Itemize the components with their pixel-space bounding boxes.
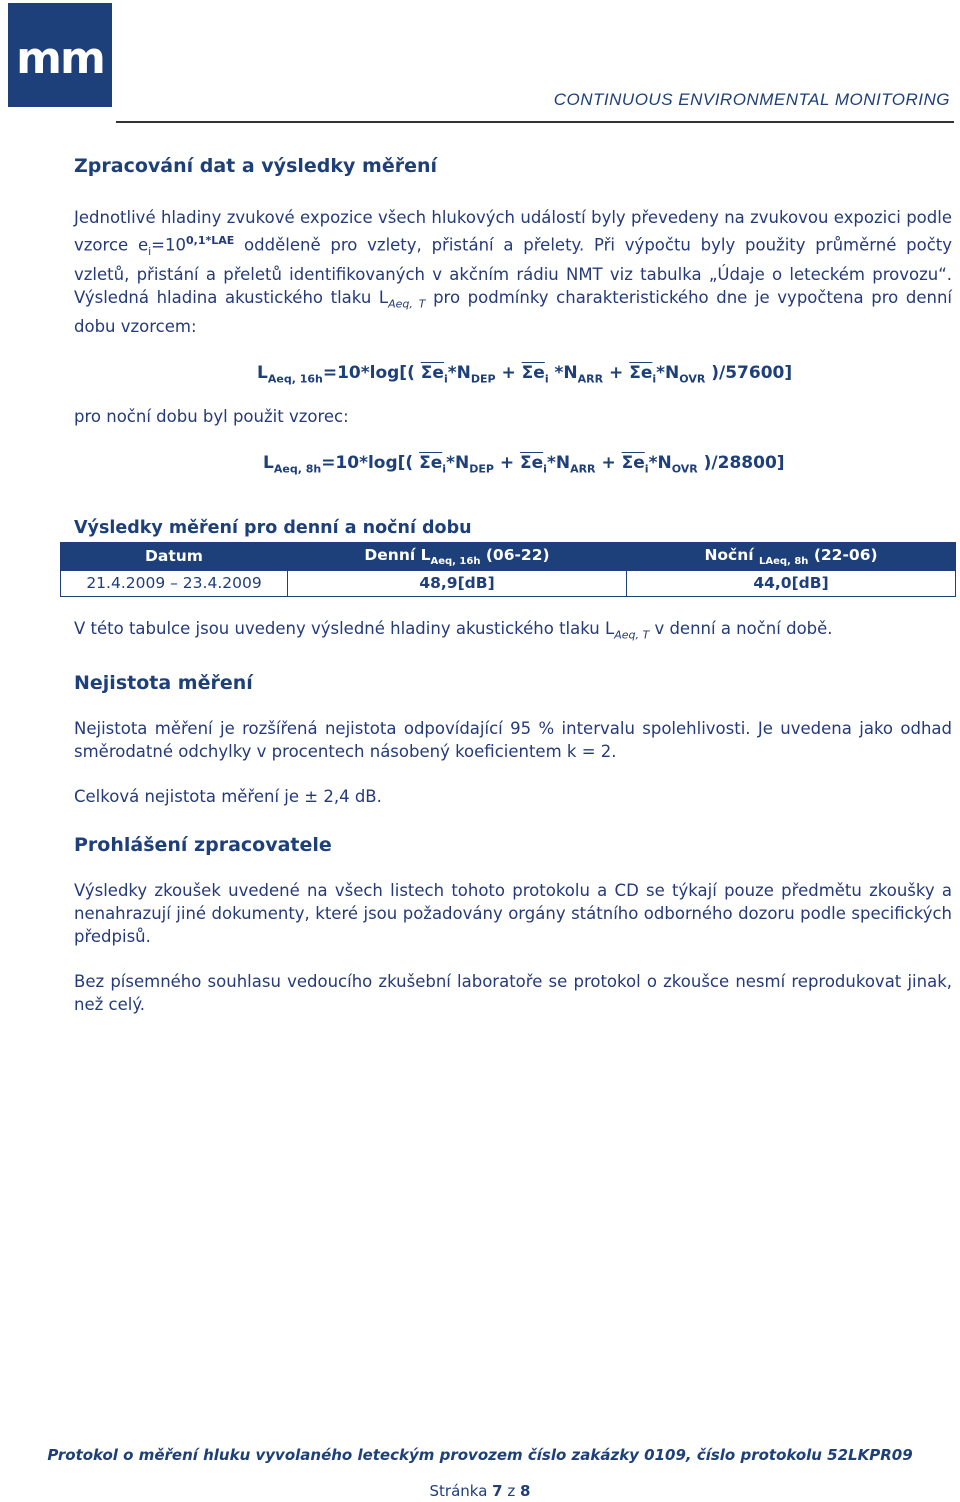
formula-sub: DEP — [469, 462, 494, 476]
text-segment: Jednotlivé hladiny zvukové expozice všech hlukových událostí byly převedeny na zvukovou expozici podle vzorce e — [74, 208, 952, 255]
declaration-paragraph-1: Výsledky zkoušek uvedené na všech listech tohoto protokolu a CD se týkají pouze předmětu zkoušky a nenahrazují jiné dokumenty, které jsou požadovány orgány státního odborného dozoru podle specifických předpisů. — [74, 881, 952, 947]
formula-sub: i — [544, 372, 549, 386]
header-title: CONTINUOUS ENVIRONMENTAL MONITORING — [553, 90, 950, 109]
cell-date: 21.4.2009 – 23.4.2009 — [61, 570, 288, 596]
results-heading: Výsledky měření pro denní a noční dobu — [74, 517, 472, 538]
formula-sub: DEP — [470, 372, 496, 386]
formula-part: L — [263, 453, 274, 474]
formula-sub: i — [652, 372, 657, 386]
formula-sub: OVR — [671, 462, 698, 476]
formula-part: *N — [656, 363, 680, 384]
col-header-day — [288, 542, 627, 570]
formula-part: + — [603, 363, 630, 384]
company-logo — [8, 3, 112, 107]
page-total: 8 — [520, 1482, 531, 1500]
formula-sub: Aeq, 16h — [267, 372, 323, 386]
formula-sum: $\overline{\Sigma e}$ — [521, 363, 545, 384]
formula-part: )/57600] — [705, 363, 793, 384]
subscript: Aeq, T — [614, 628, 650, 642]
footer-protocol: Protokol o měření hluku vyvolaného leteckým provozem číslo zakázky 0109, číslo protokolu 52LKPR09 — [47, 1446, 913, 1464]
subscript: i — [148, 244, 152, 258]
formula-sub: i — [442, 462, 447, 476]
header-text: (06-22) — [480, 545, 550, 564]
formula-sum: $\overline{\Sigma e}$ — [520, 453, 544, 474]
header-text: Denní L — [364, 545, 431, 564]
formula-part: + — [495, 363, 522, 384]
formula-part: *N — [648, 453, 672, 474]
formula-sub: ARR — [570, 462, 596, 476]
formula-part: *N — [546, 453, 571, 474]
formula-part: *N — [447, 363, 471, 384]
formula-part: + — [595, 453, 622, 474]
col-header-date: Datum — [61, 542, 288, 570]
superscript: 0,1*LAE — [186, 234, 235, 247]
formula-sum: $\overline{\Sigma e}$ — [629, 363, 653, 384]
cell-day-value: 48,9[dB] — [288, 570, 627, 596]
formula-sub: ARR — [577, 372, 604, 386]
table-row — [61, 570, 956, 596]
declaration-heading: Prohlášení zpracovatele — [74, 834, 332, 857]
col-header-night — [627, 542, 956, 570]
subscript: Aeq, T — [388, 297, 426, 311]
header-text: (22-06) — [808, 545, 878, 564]
section-heading-processing: Zpracování dat a výsledky měření — [74, 155, 437, 177]
page-number — [0, 1482, 960, 1500]
text-segment: v denní a noční době. — [649, 618, 833, 638]
page-content — [74, 155, 952, 1016]
page-sep: z — [502, 1482, 521, 1500]
uncertainty-paragraph: Nejistota měření je rozšířená nejistota odpovídající 95 % intervalu spolehlivosti. Je uvedena jako odhad směrodatné odchylky v procentech násobený koeficientem k = 2. — [74, 719, 952, 762]
formula-sub: i — [644, 462, 649, 476]
uncertainty-heading: Nejistota měření — [74, 672, 253, 695]
formula-day — [257, 363, 952, 385]
formula-part: )/28800] — [697, 453, 785, 474]
text-segment: =10 — [151, 235, 186, 255]
processing-paragraph — [74, 206, 952, 338]
formula-sum: $\overline{\Sigma e}$ — [621, 453, 645, 474]
formula-sum: $\overline{\Sigma e}$ — [420, 363, 444, 384]
cell-night-value: 44,0[dB] — [627, 570, 956, 596]
header-sub: Aeq, 16h — [430, 555, 481, 567]
header-divider — [116, 121, 954, 123]
formula-night — [263, 453, 952, 475]
formula-sub: OVR — [679, 372, 706, 386]
uncertainty-total: Celková nejistota měření je ± 2,4 dB. — [74, 787, 382, 807]
header-text: Noční — [704, 545, 759, 564]
formula-sub: i — [543, 462, 547, 476]
formula-sum: $\overline{\Sigma e}$ — [419, 453, 443, 474]
page-label: Stránka — [429, 1482, 493, 1500]
formula-part: L — [257, 363, 268, 384]
header-sub: LAeq, 8h — [759, 555, 809, 567]
logo-text: mm — [16, 33, 104, 84]
declaration-paragraph-2: Bez písemného souhlasu vedoucího zkušební laboratoře se protokol o zkoušce nesmí reprodukovat jinak, než celý. — [74, 972, 952, 1015]
formula-part: *N — [446, 453, 470, 474]
formula-part: =10*log[( — [321, 453, 420, 474]
text-segment: V této tabulce jsou uvedeny výsledné hladiny akustického tlaku L — [74, 618, 615, 638]
night-formula-intro: pro noční dobu byl použit vzorec: — [74, 407, 349, 427]
page-current: 7 — [492, 1482, 503, 1500]
table-header-row — [61, 542, 956, 570]
formula-sub: Aeq, 8h — [273, 462, 322, 476]
results-table — [60, 542, 956, 597]
formula-part: *N — [548, 363, 578, 384]
formula-sub: i — [443, 372, 448, 386]
text-segment: pro podmínky charakteristického dne je vypočtena pro denní dobu vzorcem: — [74, 287, 952, 337]
results-note — [74, 617, 952, 646]
formula-part: =10*log[( — [322, 363, 421, 384]
text-segment: odděleně pro vzlety, přistání a přelety. Při výpočtu byly použity průměrné počty vzletů, přistání a přeletů identifikovaných v akčním rádiu NMT viz tabulka „Údaje o leteckém provozu“. Výsledná hladina akustického tlaku L — [74, 235, 953, 307]
formula-part: + — [493, 453, 520, 474]
